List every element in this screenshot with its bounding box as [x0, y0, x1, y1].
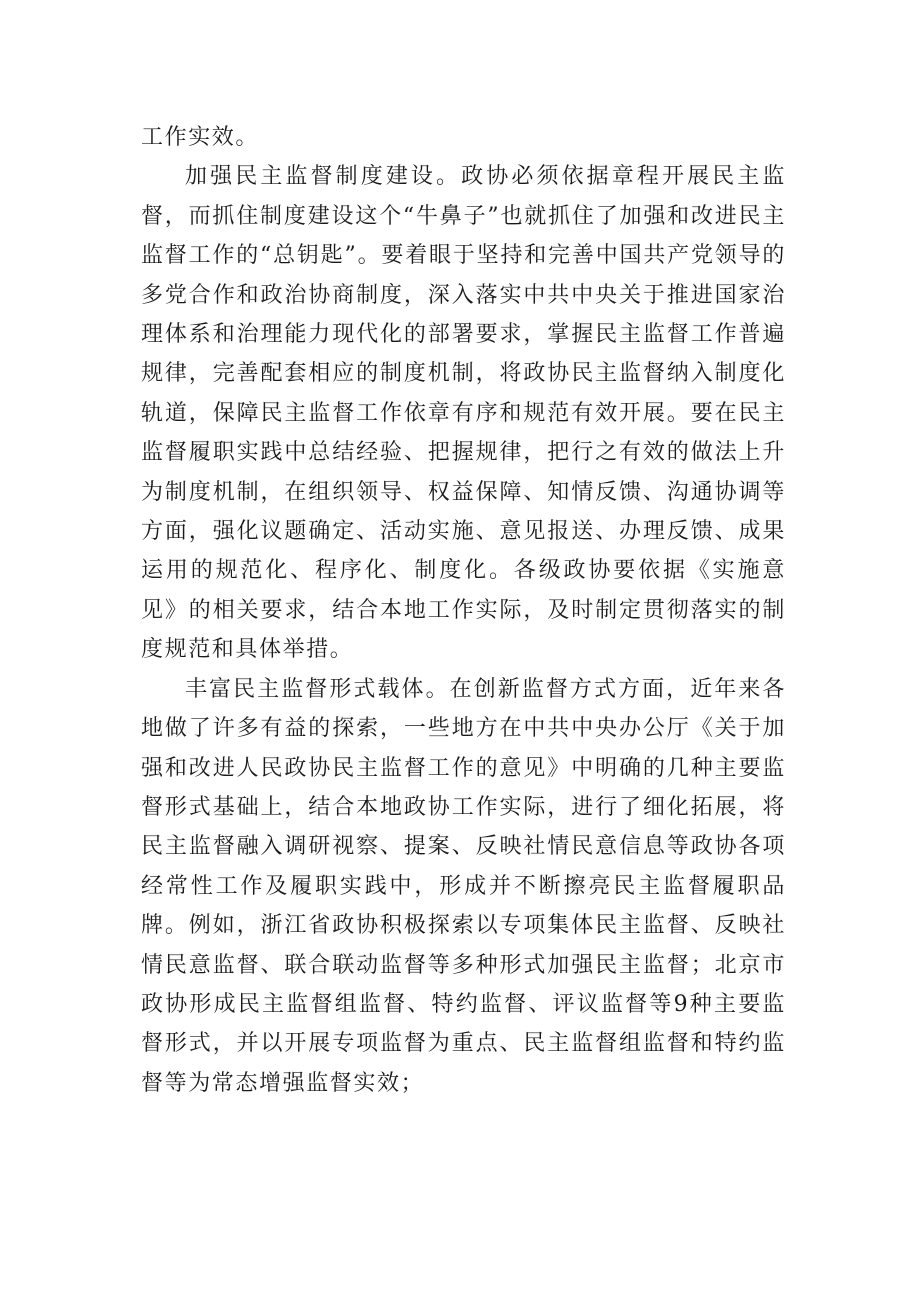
paragraph-institution-building: 加强民主监督制度建设。政协必须依据章程开展民主监督，而抓住制度建设这个“牛鼻子”也就抓住了加强和改进民主监督工作的“总钥匙”。要着眼于坚持和完善中国共产党领导的多党合作和政治协商制度，深入落实中共中央关于推进国家治理体系和治理能力现代化的部署要求，掌握民主监督工作普遍规律，完善配套相应的制度机制，将政协民主监督纳入制度化轨道，保障民主监督工作依章有序和规范有效开展。要在民主监督履职实践中总结经验、把握规律，把行之有效的做法上升为制度机制，在组织领导、权益保障、知情反馈、沟通协调等方面，强化议题确定、活动实施、意见报送、办理反馈、成果运用的规范化、程序化、制度化。各级政协要依据《实施意见》的相关要求，结合本地工作实际，及时制定贯彻落实的制度规范和具体举措。 [141, 164, 786, 663]
document-page [141, 118, 786, 1103]
paragraph-continuation: 工作实效。 [141, 125, 260, 150]
paragraph-supervision-forms: 丰富民主监督形式载体。在创新监督方式方面，近年来各地做了许多有益的探索，一些地方在中共中央办公厅《关于加强和改进人民政协民主监督工作的意见》中明确的几种主要监督形式基础上，结合本地政协工作实际，进行了细化拓展，将民主监督融入调研视察、提案、反映社情民意信息等政协各项经常性工作及履职实践中，形成并不断擦亮民主监督履职品牌。例如，浙江省政协积极探索以专项集体民主监督、反映社情民意监督、联合联动监督等多种形式加强民主监督；北京市政协形成民主监督组监督、特约监督、评议监督等9种主要监督形式，并以开展专项监督为重点、民主监督组监督和特约监督等为常态增强监督实效； [141, 676, 786, 1096]
